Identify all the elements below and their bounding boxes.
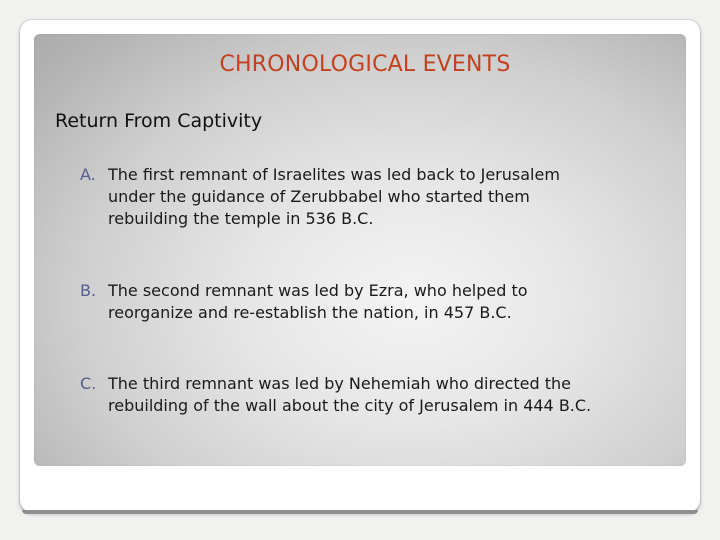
slide-subtitle: Return From Captivity [55, 110, 263, 132]
list-marker-b: B. [80, 281, 97, 300]
list-marker-c: C. [80, 374, 97, 393]
list-text-a: The first remnant of Israelites was led back to Jerusalem under the guidance of Zerubbabel who started them rebuilding the temple in 536 B.C. [108, 165, 560, 228]
list-item-a [80, 164, 670, 230]
slide-bottom-border [22, 510, 698, 514]
list-item-c [80, 373, 670, 417]
list-text-c: The third remnant was led by Nehemiah who directed the rebuilding of the wall about the city of Jerusalem in 444 B.C. [108, 374, 592, 415]
list-item-b [80, 280, 670, 324]
list-marker-a: A. [80, 165, 96, 184]
list-text-b: The second remnant was led by Ezra, who helped to reorganize and re-establish the nation, in 457 B.C. [108, 281, 528, 322]
slide-title: CHRONOLOGICAL EVENTS [219, 52, 511, 77]
